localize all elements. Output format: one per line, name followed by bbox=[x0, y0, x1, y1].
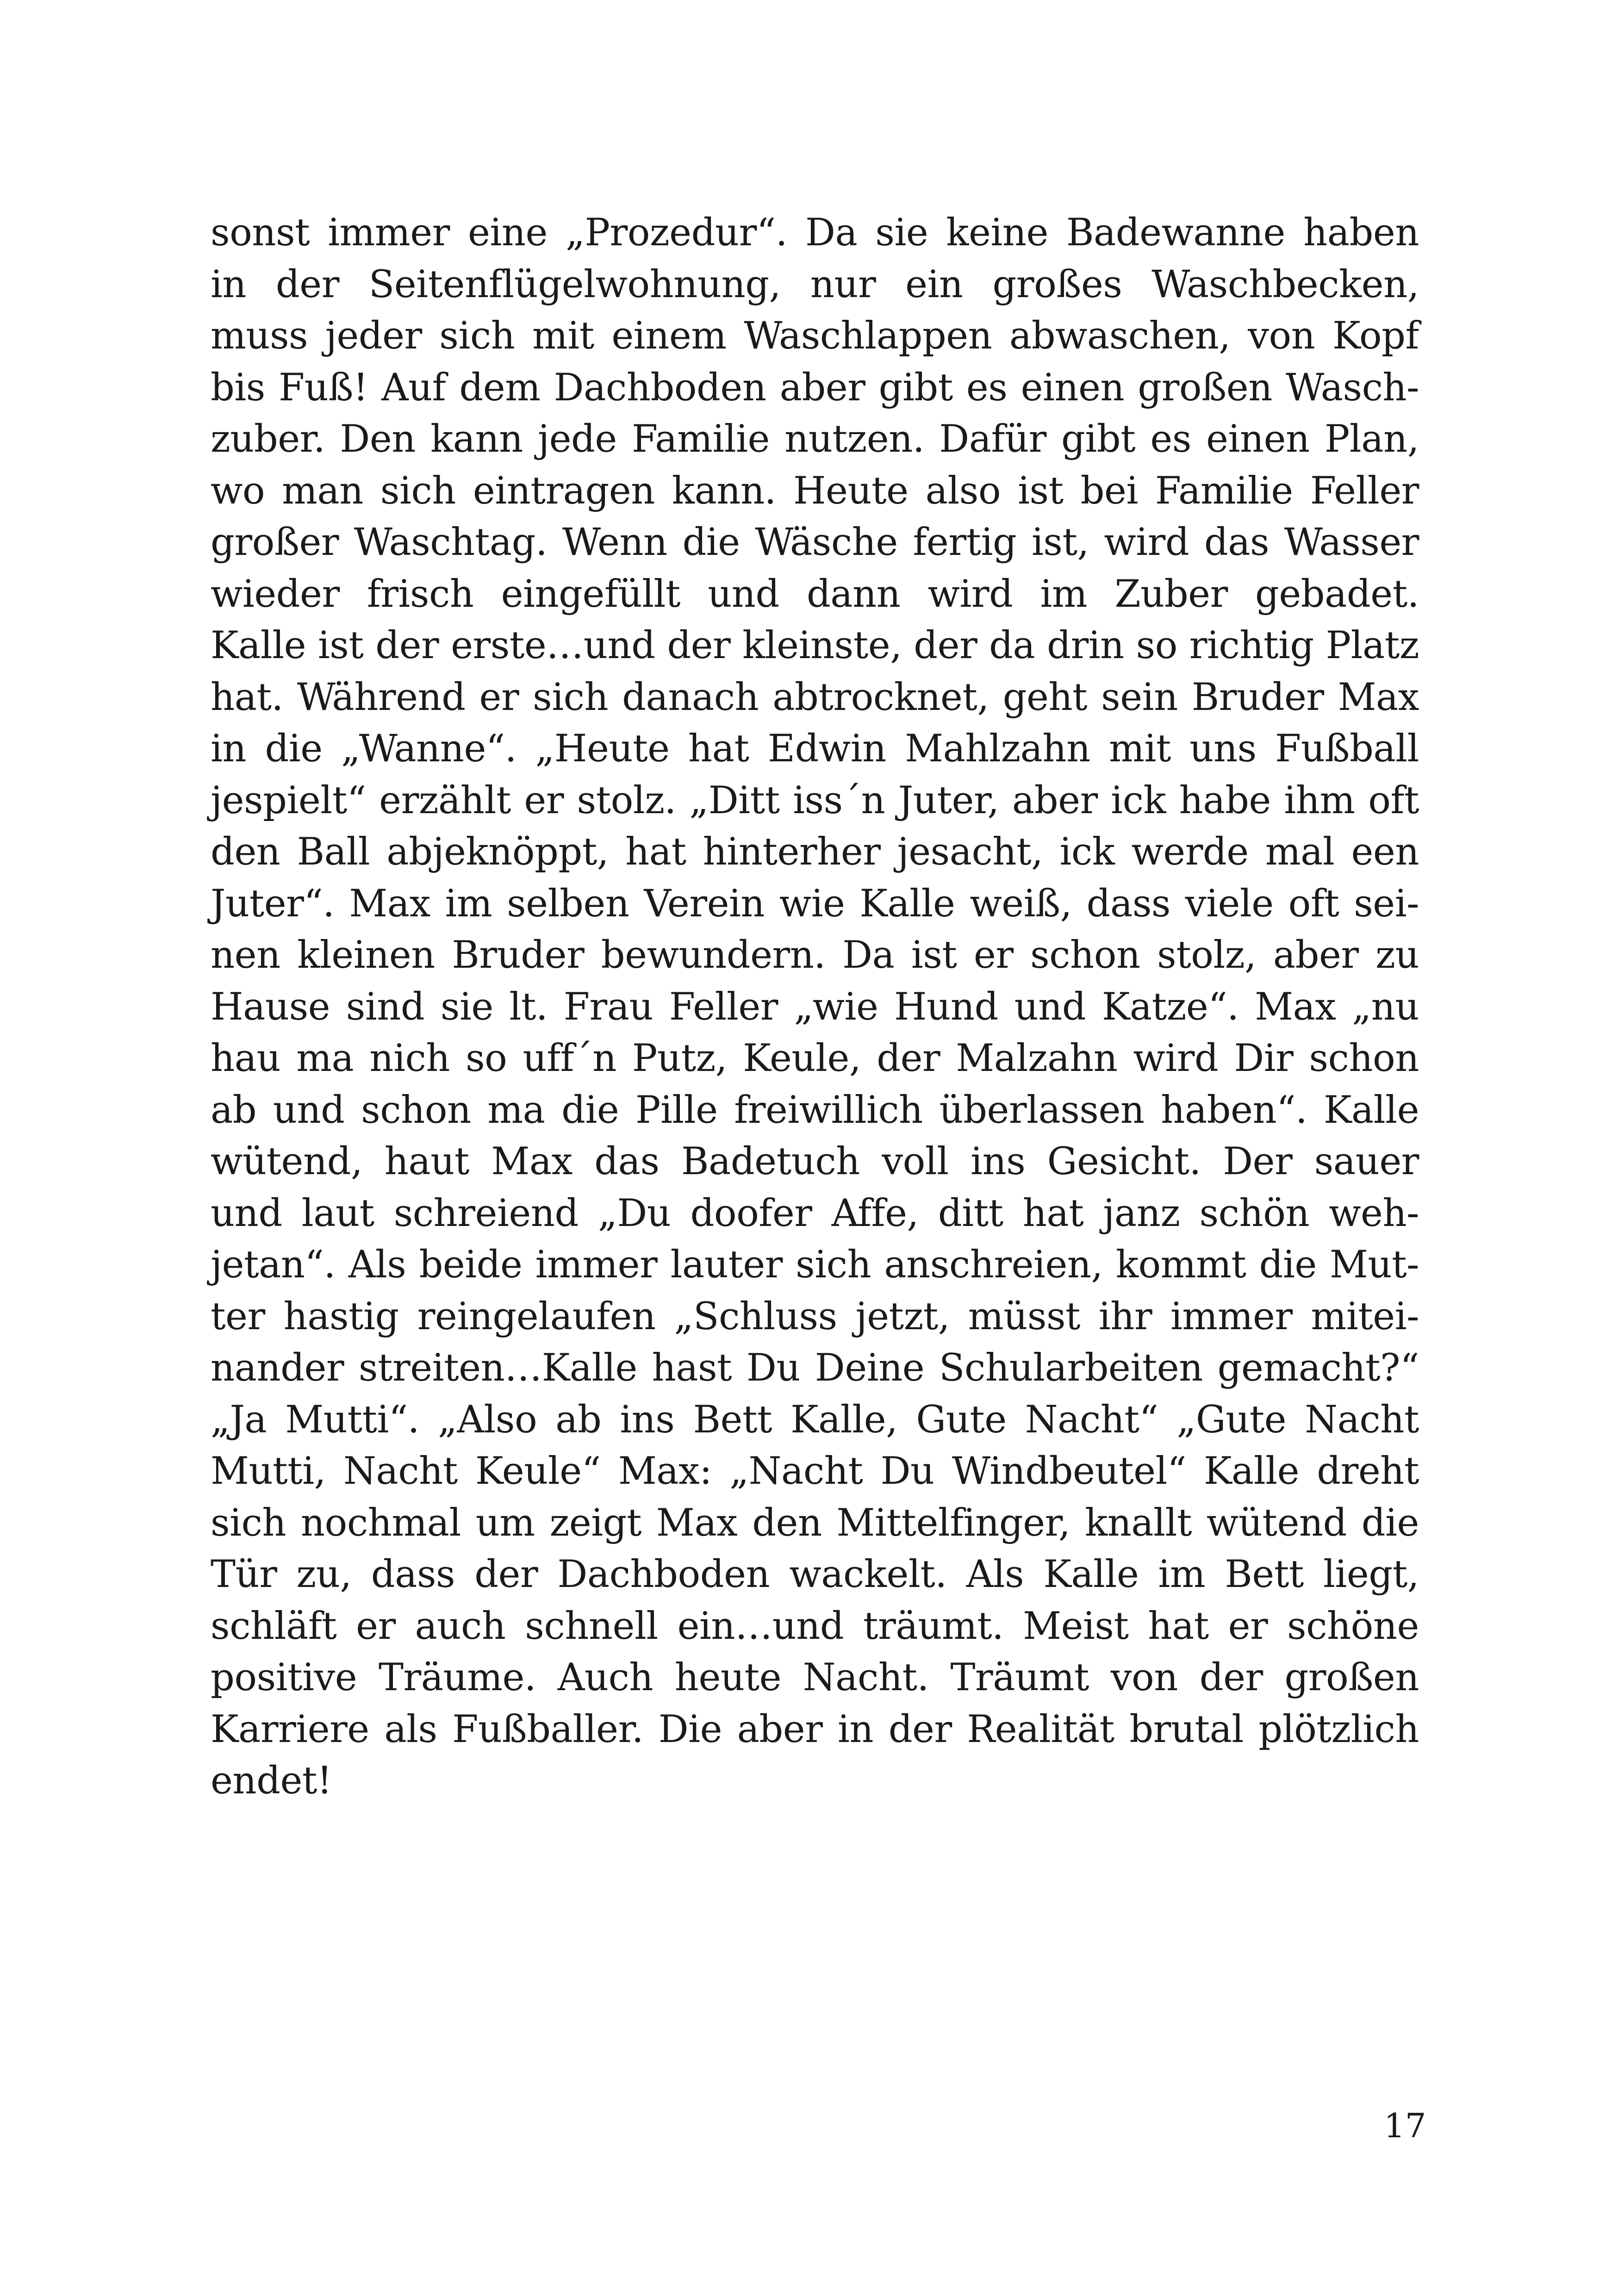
text-line: wütend, haut Max das Badetuch voll ins Gesicht. Der sauer bbox=[211, 1140, 1419, 1183]
text-line: wo man sich eintragen kann. Heute also ist bei Familie Feller bbox=[211, 469, 1419, 513]
text-line: positive Träume. Auch heute Nacht. Träumt von der großen bbox=[211, 1656, 1419, 1699]
text-line: in die „Wanne“. „Heute hat Edwin Mahlzahn mit uns Fußball bbox=[211, 727, 1419, 771]
text-line: und laut schreiend „Du doofer Affe, ditt hat janz schön weh- bbox=[211, 1191, 1419, 1235]
text-line: nander streiten…Kalle hast Du Deine Schularbeiten gemacht?“ bbox=[211, 1346, 1419, 1390]
text-line: zuber. Den kann jede Familie nutzen. Dafür gibt es einen Plan, bbox=[211, 417, 1419, 461]
page-number: 17 bbox=[1384, 2106, 1426, 2145]
text-line: muss jeder sich mit einem Waschlappen abwaschen, von Kopf bbox=[211, 314, 1419, 358]
text-line: wieder frisch eingefüllt und dann wird im Zuber gebadet. bbox=[211, 572, 1419, 616]
text-line: hat. Während er sich danach abtrocknet, geht sein Bruder Max bbox=[211, 675, 1419, 719]
text-line: jespielt“ erzählt er stolz. „Ditt iss´n Juter, aber ick habe ihm oft bbox=[211, 778, 1419, 822]
text-line: bis Fuß! Auf dem Dachboden aber gibt es einen großen Wasch- bbox=[211, 366, 1419, 410]
text-line: großer Waschtag. Wenn die Wäsche fertig ist, wird das Wasser bbox=[211, 521, 1419, 564]
text-line: Hause sind sie lt. Frau Feller „wie Hund und Katze“. Max „nu bbox=[211, 985, 1419, 1029]
text-line: Juter“. Max im selben Verein wie Kalle weiß, dass viele oft sei- bbox=[211, 882, 1419, 926]
text-line-last: endet! bbox=[211, 1759, 332, 1803]
text-line: jetan“. Als beide immer lauter sich anschreien, kommt die Mut- bbox=[211, 1243, 1419, 1287]
text-line: „Ja Mutti“. „Also ab ins Bett Kalle, Gute Nacht“ „Gute Nacht bbox=[211, 1398, 1419, 1442]
text-line: ab und schon ma die Pille freiwillich überlassen haben“. Kalle bbox=[211, 1088, 1419, 1132]
text-line: den Ball abjeknöppt, hat hinterher jesacht, ick werde mal een bbox=[211, 830, 1419, 874]
text-line: schläft er auch schnell ein…und träumt. Meist hat er schöne bbox=[211, 1604, 1419, 1648]
text-line: Kalle ist der erste…und der kleinste, der da drin so richtig Platz bbox=[211, 624, 1419, 667]
text-line: ter hastig reingelaufen „Schluss jetzt, müsst ihr immer mitei- bbox=[211, 1294, 1419, 1338]
text-line: Tür zu, dass der Dachboden wackelt. Als Kalle im Bett liegt, bbox=[211, 1553, 1419, 1596]
text-line: hau ma nich so uff´n Putz, Keule, der Malzahn wird Dir schon bbox=[211, 1037, 1419, 1080]
text-line: sonst immer eine „Prozedur“. Da sie keine Badewanne haben bbox=[211, 211, 1419, 255]
text-line: Mutti, Nacht Keule“ Max: „Nacht Du Windbeutel“ Kalle dreht bbox=[211, 1450, 1419, 1493]
text-line: nen kleinen Bruder bewundern. Da ist er schon stolz, aber zu bbox=[211, 933, 1419, 977]
text-line: in der Seitenflügelwohnung, nur ein großes Waschbecken, bbox=[211, 262, 1419, 306]
text-line: sich nochmal um zeigt Max den Mittelfinger, knallt wütend die bbox=[211, 1501, 1419, 1545]
text-line: Karriere als Fußballer. Die aber in der Realität brutal plötzlich bbox=[211, 1707, 1419, 1751]
body-paragraph bbox=[211, 207, 1419, 1807]
